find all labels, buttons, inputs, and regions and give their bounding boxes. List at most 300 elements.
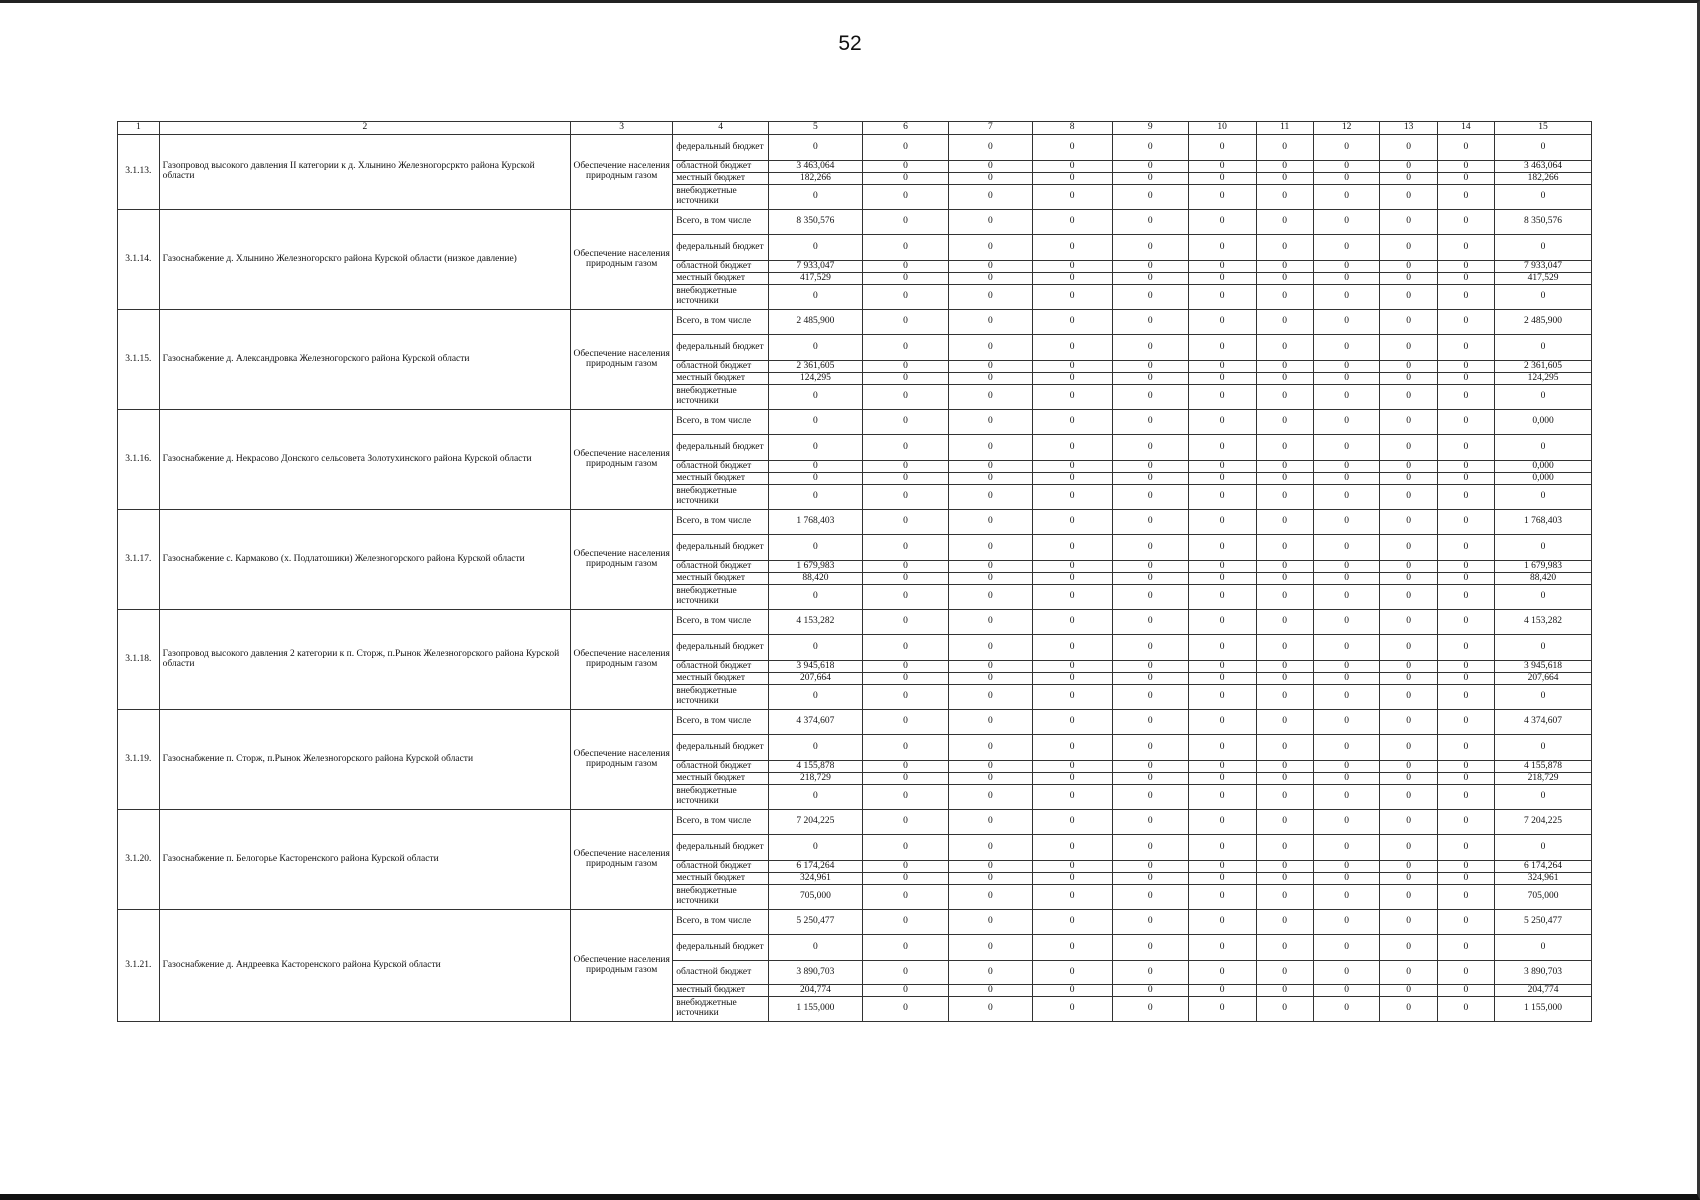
value-col-14: 0 bbox=[1437, 210, 1494, 235]
value-col-7: 0 bbox=[949, 910, 1032, 935]
value-col-8: 0 bbox=[1032, 710, 1112, 735]
value-col-9: 0 bbox=[1112, 710, 1188, 735]
value-col-14: 0 bbox=[1437, 373, 1494, 385]
value-col-13: 0 bbox=[1380, 685, 1437, 710]
value-col-13: 0 bbox=[1380, 410, 1437, 435]
value-col-10: 0 bbox=[1188, 761, 1256, 773]
value-col-13: 0 bbox=[1380, 810, 1437, 835]
value-col-9: 0 bbox=[1112, 735, 1188, 761]
value-col-8: 0 bbox=[1032, 873, 1112, 885]
value-col-5: 0 bbox=[769, 535, 863, 561]
value-col-10: 0 bbox=[1188, 435, 1256, 461]
value-col-8: 0 bbox=[1032, 210, 1112, 235]
value-col-5: 2 361,605 bbox=[769, 361, 863, 373]
value-col-8: 0 bbox=[1032, 835, 1112, 861]
value-col-7: 0 bbox=[949, 873, 1032, 885]
value-col-5: 1 679,983 bbox=[769, 561, 863, 573]
value-col-12: 0 bbox=[1313, 473, 1380, 485]
project-code: 3.1.13. bbox=[118, 135, 160, 210]
funding-source: внебюджетные источники bbox=[673, 485, 769, 510]
value-col-6: 0 bbox=[862, 935, 948, 961]
value-col-14: 0 bbox=[1437, 885, 1494, 910]
value-col-13: 0 bbox=[1380, 235, 1437, 261]
value-col-10: 0 bbox=[1188, 961, 1256, 985]
value-col-12: 0 bbox=[1313, 285, 1380, 310]
value-col-12: 0 bbox=[1313, 735, 1380, 761]
value-col-10: 0 bbox=[1188, 510, 1256, 535]
value-col-5: 88,420 bbox=[769, 573, 863, 585]
value-col-14: 0 bbox=[1437, 135, 1494, 161]
value-col-6: 0 bbox=[862, 273, 948, 285]
value-col-13: 0 bbox=[1380, 910, 1437, 935]
value-col-10: 0 bbox=[1188, 173, 1256, 185]
value-col-5: 4 374,607 bbox=[769, 710, 863, 735]
value-col-6: 0 bbox=[862, 510, 948, 535]
value-col-15: 1 155,000 bbox=[1495, 997, 1592, 1022]
value-col-11: 0 bbox=[1256, 410, 1313, 435]
value-col-9: 0 bbox=[1112, 210, 1188, 235]
funding-source: федеральный бюджет bbox=[673, 235, 769, 261]
value-col-5: 0 bbox=[769, 285, 863, 310]
funding-source: Всего, в том числе bbox=[673, 510, 769, 535]
value-col-9: 0 bbox=[1112, 861, 1188, 873]
value-col-13: 0 bbox=[1380, 435, 1437, 461]
value-col-10: 0 bbox=[1188, 573, 1256, 585]
value-col-8: 0 bbox=[1032, 535, 1112, 561]
value-col-14: 0 bbox=[1437, 661, 1494, 673]
value-col-10: 0 bbox=[1188, 261, 1256, 273]
value-col-15: 1 768,403 bbox=[1495, 510, 1592, 535]
value-col-11: 0 bbox=[1256, 761, 1313, 773]
value-col-5: 324,961 bbox=[769, 873, 863, 885]
funding-source: внебюджетные источники bbox=[673, 785, 769, 810]
value-col-9: 0 bbox=[1112, 185, 1188, 210]
value-col-12: 0 bbox=[1313, 710, 1380, 735]
value-col-5: 0 bbox=[769, 135, 863, 161]
value-col-11: 0 bbox=[1256, 385, 1313, 410]
value-col-12: 0 bbox=[1313, 961, 1380, 985]
value-col-6: 0 bbox=[862, 885, 948, 910]
value-col-15: 4 153,282 bbox=[1495, 610, 1592, 635]
value-col-12: 0 bbox=[1313, 835, 1380, 861]
value-col-13: 0 bbox=[1380, 185, 1437, 210]
table-row bbox=[118, 135, 1592, 161]
value-col-5: 0 bbox=[769, 410, 863, 435]
value-col-8: 0 bbox=[1032, 935, 1112, 961]
project-purpose: Обеспечение населения природным газом bbox=[571, 910, 673, 1022]
funding-source: внебюджетные источники bbox=[673, 885, 769, 910]
value-col-13: 0 bbox=[1380, 961, 1437, 985]
value-col-8: 0 bbox=[1032, 385, 1112, 410]
value-col-6: 0 bbox=[862, 610, 948, 635]
value-col-5: 0 bbox=[769, 461, 863, 473]
funding-source: внебюджетные источники bbox=[673, 585, 769, 610]
value-col-11: 0 bbox=[1256, 685, 1313, 710]
value-col-7: 0 bbox=[949, 985, 1032, 997]
value-col-12: 0 bbox=[1313, 235, 1380, 261]
value-col-12: 0 bbox=[1313, 361, 1380, 373]
funding-source: областной бюджет bbox=[673, 561, 769, 573]
value-col-6: 0 bbox=[862, 285, 948, 310]
value-col-9: 0 bbox=[1112, 161, 1188, 173]
value-col-6: 0 bbox=[862, 461, 948, 473]
table-row bbox=[118, 710, 1592, 735]
value-col-9: 0 bbox=[1112, 310, 1188, 335]
value-col-9: 0 bbox=[1112, 810, 1188, 835]
value-col-12: 0 bbox=[1313, 185, 1380, 210]
value-col-15: 0 bbox=[1495, 385, 1592, 410]
value-col-7: 0 bbox=[949, 673, 1032, 685]
table-row bbox=[118, 610, 1592, 635]
value-col-8: 0 bbox=[1032, 285, 1112, 310]
value-col-11: 0 bbox=[1256, 610, 1313, 635]
value-col-10: 0 bbox=[1188, 861, 1256, 873]
value-col-9: 0 bbox=[1112, 773, 1188, 785]
value-col-14: 0 bbox=[1437, 261, 1494, 273]
value-col-10: 0 bbox=[1188, 473, 1256, 485]
value-col-12: 0 bbox=[1313, 861, 1380, 873]
value-col-6: 0 bbox=[862, 673, 948, 685]
value-col-11: 0 bbox=[1256, 873, 1313, 885]
value-col-11: 0 bbox=[1256, 135, 1313, 161]
value-col-5: 4 153,282 bbox=[769, 610, 863, 635]
value-col-10: 0 bbox=[1188, 810, 1256, 835]
value-col-11: 0 bbox=[1256, 635, 1313, 661]
value-col-5: 0 bbox=[769, 635, 863, 661]
value-col-6: 0 bbox=[862, 785, 948, 810]
table-row bbox=[118, 910, 1592, 935]
value-col-11: 0 bbox=[1256, 961, 1313, 985]
project-code: 3.1.14. bbox=[118, 210, 160, 310]
value-col-10: 0 bbox=[1188, 997, 1256, 1022]
value-col-14: 0 bbox=[1437, 161, 1494, 173]
value-col-5: 124,295 bbox=[769, 373, 863, 385]
value-col-12: 0 bbox=[1313, 685, 1380, 710]
value-col-10: 0 bbox=[1188, 335, 1256, 361]
value-col-13: 0 bbox=[1380, 773, 1437, 785]
value-col-7: 0 bbox=[949, 885, 1032, 910]
value-col-7: 0 bbox=[949, 935, 1032, 961]
funding-source: федеральный бюджет bbox=[673, 135, 769, 161]
value-col-5: 0 bbox=[769, 435, 863, 461]
value-col-11: 0 bbox=[1256, 773, 1313, 785]
value-col-7: 0 bbox=[949, 661, 1032, 673]
value-col-14: 0 bbox=[1437, 473, 1494, 485]
value-col-5: 6 174,264 bbox=[769, 861, 863, 873]
value-col-15: 0 bbox=[1495, 735, 1592, 761]
funding-source: внебюджетные источники bbox=[673, 185, 769, 210]
col-header: 13 bbox=[1380, 122, 1437, 135]
value-col-8: 0 bbox=[1032, 761, 1112, 773]
col-header: 15 bbox=[1495, 122, 1592, 135]
value-col-5: 0 bbox=[769, 485, 863, 510]
value-col-10: 0 bbox=[1188, 585, 1256, 610]
value-col-5: 3 890,703 bbox=[769, 961, 863, 985]
value-col-8: 0 bbox=[1032, 661, 1112, 673]
value-col-12: 0 bbox=[1313, 273, 1380, 285]
col-header: 1 bbox=[118, 122, 160, 135]
value-col-12: 0 bbox=[1313, 410, 1380, 435]
value-col-11: 0 bbox=[1256, 185, 1313, 210]
value-col-12: 0 bbox=[1313, 135, 1380, 161]
col-header: 3 bbox=[571, 122, 673, 135]
project-code: 3.1.20. bbox=[118, 810, 160, 910]
value-col-5: 0 bbox=[769, 235, 863, 261]
value-col-5: 5 250,477 bbox=[769, 910, 863, 935]
value-col-7: 0 bbox=[949, 961, 1032, 985]
project-code: 3.1.19. bbox=[118, 710, 160, 810]
value-col-8: 0 bbox=[1032, 861, 1112, 873]
value-col-15: 0 bbox=[1495, 335, 1592, 361]
value-col-6: 0 bbox=[862, 573, 948, 585]
value-col-9: 0 bbox=[1112, 635, 1188, 661]
value-col-13: 0 bbox=[1380, 673, 1437, 685]
value-col-12: 0 bbox=[1313, 761, 1380, 773]
value-col-13: 0 bbox=[1380, 161, 1437, 173]
value-col-9: 0 bbox=[1112, 285, 1188, 310]
value-col-7: 0 bbox=[949, 773, 1032, 785]
value-col-10: 0 bbox=[1188, 285, 1256, 310]
value-col-9: 0 bbox=[1112, 373, 1188, 385]
value-col-7: 0 bbox=[949, 310, 1032, 335]
col-header: 7 bbox=[949, 122, 1032, 135]
funding-source: внебюджетные источники bbox=[673, 285, 769, 310]
value-col-10: 0 bbox=[1188, 735, 1256, 761]
value-col-5: 218,729 bbox=[769, 773, 863, 785]
funding-source: областной бюджет bbox=[673, 861, 769, 873]
value-col-9: 0 bbox=[1112, 910, 1188, 935]
value-col-10: 0 bbox=[1188, 461, 1256, 473]
col-header: 11 bbox=[1256, 122, 1313, 135]
value-col-5: 207,664 bbox=[769, 673, 863, 685]
project-code: 3.1.17. bbox=[118, 510, 160, 610]
value-col-11: 0 bbox=[1256, 510, 1313, 535]
value-col-15: 5 250,477 bbox=[1495, 910, 1592, 935]
value-col-11: 0 bbox=[1256, 310, 1313, 335]
value-col-12: 0 bbox=[1313, 661, 1380, 673]
value-col-10: 0 bbox=[1188, 710, 1256, 735]
funding-source: федеральный бюджет bbox=[673, 735, 769, 761]
value-col-6: 0 bbox=[862, 335, 948, 361]
value-col-14: 0 bbox=[1437, 773, 1494, 785]
value-col-15: 0 bbox=[1495, 785, 1592, 810]
value-col-5: 0 bbox=[769, 935, 863, 961]
table-body bbox=[118, 122, 1592, 1022]
funding-source: местный бюджет bbox=[673, 473, 769, 485]
value-col-8: 0 bbox=[1032, 735, 1112, 761]
table-row bbox=[118, 510, 1592, 535]
value-col-12: 0 bbox=[1313, 173, 1380, 185]
value-col-14: 0 bbox=[1437, 510, 1494, 535]
value-col-6: 0 bbox=[862, 185, 948, 210]
value-col-6: 0 bbox=[862, 997, 948, 1022]
value-col-6: 0 bbox=[862, 661, 948, 673]
table-row bbox=[118, 310, 1592, 335]
value-col-15: 3 463,064 bbox=[1495, 161, 1592, 173]
value-col-13: 0 bbox=[1380, 661, 1437, 673]
value-col-10: 0 bbox=[1188, 210, 1256, 235]
value-col-11: 0 bbox=[1256, 335, 1313, 361]
value-col-9: 0 bbox=[1112, 685, 1188, 710]
value-col-7: 0 bbox=[949, 273, 1032, 285]
value-col-11: 0 bbox=[1256, 885, 1313, 910]
value-col-5: 705,000 bbox=[769, 885, 863, 910]
value-col-7: 0 bbox=[949, 473, 1032, 485]
project-name: Газопровод высокого давления II категории к д. Хлынино Железногорсркто района Курской области bbox=[159, 135, 570, 210]
project-code: 3.1.21. bbox=[118, 910, 160, 1022]
col-header: 10 bbox=[1188, 122, 1256, 135]
value-col-15: 0,000 bbox=[1495, 473, 1592, 485]
value-col-6: 0 bbox=[862, 435, 948, 461]
value-col-6: 0 bbox=[862, 735, 948, 761]
value-col-11: 0 bbox=[1256, 285, 1313, 310]
funding-source: областной бюджет bbox=[673, 461, 769, 473]
value-col-9: 0 bbox=[1112, 135, 1188, 161]
value-col-7: 0 bbox=[949, 235, 1032, 261]
value-col-8: 0 bbox=[1032, 573, 1112, 585]
value-col-8: 0 bbox=[1032, 261, 1112, 273]
value-col-9: 0 bbox=[1112, 361, 1188, 373]
value-col-14: 0 bbox=[1437, 961, 1494, 985]
value-col-6: 0 bbox=[862, 635, 948, 661]
value-col-7: 0 bbox=[949, 285, 1032, 310]
value-col-15: 7 933,047 bbox=[1495, 261, 1592, 273]
value-col-9: 0 bbox=[1112, 510, 1188, 535]
value-col-7: 0 bbox=[949, 810, 1032, 835]
value-col-12: 0 bbox=[1313, 373, 1380, 385]
value-col-12: 0 bbox=[1313, 610, 1380, 635]
value-col-13: 0 bbox=[1380, 935, 1437, 961]
value-col-13: 0 bbox=[1380, 373, 1437, 385]
value-col-13: 0 bbox=[1380, 735, 1437, 761]
value-col-7: 0 bbox=[949, 861, 1032, 873]
funding-source: местный бюджет bbox=[673, 573, 769, 585]
value-col-7: 0 bbox=[949, 173, 1032, 185]
value-col-10: 0 bbox=[1188, 161, 1256, 173]
value-col-11: 0 bbox=[1256, 273, 1313, 285]
value-col-9: 0 bbox=[1112, 573, 1188, 585]
value-col-5: 1 155,000 bbox=[769, 997, 863, 1022]
value-col-6: 0 bbox=[862, 910, 948, 935]
value-col-5: 7 933,047 bbox=[769, 261, 863, 273]
value-col-11: 0 bbox=[1256, 461, 1313, 473]
value-col-8: 0 bbox=[1032, 610, 1112, 635]
value-col-9: 0 bbox=[1112, 935, 1188, 961]
value-col-6: 0 bbox=[862, 485, 948, 510]
value-col-6: 0 bbox=[862, 210, 948, 235]
value-col-6: 0 bbox=[862, 810, 948, 835]
value-col-7: 0 bbox=[949, 361, 1032, 373]
value-col-7: 0 bbox=[949, 261, 1032, 273]
value-col-14: 0 bbox=[1437, 985, 1494, 997]
value-col-15: 0,000 bbox=[1495, 461, 1592, 473]
value-col-11: 0 bbox=[1256, 810, 1313, 835]
funding-source: местный бюджет bbox=[673, 273, 769, 285]
funding-source: Всего, в том числе bbox=[673, 610, 769, 635]
value-col-13: 0 bbox=[1380, 510, 1437, 535]
project-name: Газоснабжение п. Сторж, п.Рынок Железногорского района Курской области bbox=[159, 710, 570, 810]
value-col-8: 0 bbox=[1032, 473, 1112, 485]
value-col-15: 0 bbox=[1495, 635, 1592, 661]
value-col-11: 0 bbox=[1256, 361, 1313, 373]
value-col-13: 0 bbox=[1380, 561, 1437, 573]
value-col-15: 0 bbox=[1495, 435, 1592, 461]
value-col-7: 0 bbox=[949, 561, 1032, 573]
value-col-5: 3 463,064 bbox=[769, 161, 863, 173]
value-col-10: 0 bbox=[1188, 373, 1256, 385]
value-col-9: 0 bbox=[1112, 385, 1188, 410]
value-col-12: 0 bbox=[1313, 573, 1380, 585]
value-col-5: 3 945,618 bbox=[769, 661, 863, 673]
value-col-7: 0 bbox=[949, 635, 1032, 661]
value-col-15: 3 945,618 bbox=[1495, 661, 1592, 673]
funding-source: Всего, в том числе bbox=[673, 210, 769, 235]
value-col-13: 0 bbox=[1380, 361, 1437, 373]
funding-source: внебюджетные источники bbox=[673, 997, 769, 1022]
value-col-8: 0 bbox=[1032, 585, 1112, 610]
value-col-15: 6 174,264 bbox=[1495, 861, 1592, 873]
funding-source: местный бюджет bbox=[673, 873, 769, 885]
value-col-9: 0 bbox=[1112, 235, 1188, 261]
value-col-9: 0 bbox=[1112, 585, 1188, 610]
value-col-7: 0 bbox=[949, 210, 1032, 235]
value-col-14: 0 bbox=[1437, 235, 1494, 261]
value-col-11: 0 bbox=[1256, 261, 1313, 273]
value-col-7: 0 bbox=[949, 535, 1032, 561]
value-col-11: 0 bbox=[1256, 473, 1313, 485]
value-col-10: 0 bbox=[1188, 835, 1256, 861]
value-col-14: 0 bbox=[1437, 685, 1494, 710]
value-col-13: 0 bbox=[1380, 885, 1437, 910]
funding-source: федеральный бюджет bbox=[673, 635, 769, 661]
value-col-10: 0 bbox=[1188, 361, 1256, 373]
value-col-15: 182,266 bbox=[1495, 173, 1592, 185]
value-col-6: 0 bbox=[862, 473, 948, 485]
col-header: 6 bbox=[862, 122, 948, 135]
funding-source: областной бюджет bbox=[673, 761, 769, 773]
value-col-5: 0 bbox=[769, 785, 863, 810]
value-col-5: 4 155,878 bbox=[769, 761, 863, 773]
value-col-10: 0 bbox=[1188, 235, 1256, 261]
value-col-5: 0 bbox=[769, 473, 863, 485]
value-col-9: 0 bbox=[1112, 435, 1188, 461]
value-col-14: 0 bbox=[1437, 361, 1494, 373]
value-col-14: 0 bbox=[1437, 461, 1494, 473]
col-header: 2 bbox=[159, 122, 570, 135]
value-col-14: 0 bbox=[1437, 935, 1494, 961]
value-col-15: 0,000 bbox=[1495, 410, 1592, 435]
value-col-14: 0 bbox=[1437, 835, 1494, 861]
value-col-13: 0 bbox=[1380, 873, 1437, 885]
value-col-13: 0 bbox=[1380, 385, 1437, 410]
value-col-9: 0 bbox=[1112, 535, 1188, 561]
value-col-15: 124,295 bbox=[1495, 373, 1592, 385]
value-col-13: 0 bbox=[1380, 335, 1437, 361]
value-col-15: 705,000 bbox=[1495, 885, 1592, 910]
col-header: 9 bbox=[1112, 122, 1188, 135]
value-col-15: 2 361,605 bbox=[1495, 361, 1592, 373]
funding-source: Всего, в том числе bbox=[673, 310, 769, 335]
value-col-8: 0 bbox=[1032, 410, 1112, 435]
value-col-6: 0 bbox=[862, 373, 948, 385]
value-col-15: 207,664 bbox=[1495, 673, 1592, 685]
value-col-10: 0 bbox=[1188, 635, 1256, 661]
value-col-10: 0 bbox=[1188, 610, 1256, 635]
value-col-12: 0 bbox=[1313, 935, 1380, 961]
budget-table bbox=[117, 121, 1592, 1022]
value-col-14: 0 bbox=[1437, 673, 1494, 685]
value-col-14: 0 bbox=[1437, 910, 1494, 935]
